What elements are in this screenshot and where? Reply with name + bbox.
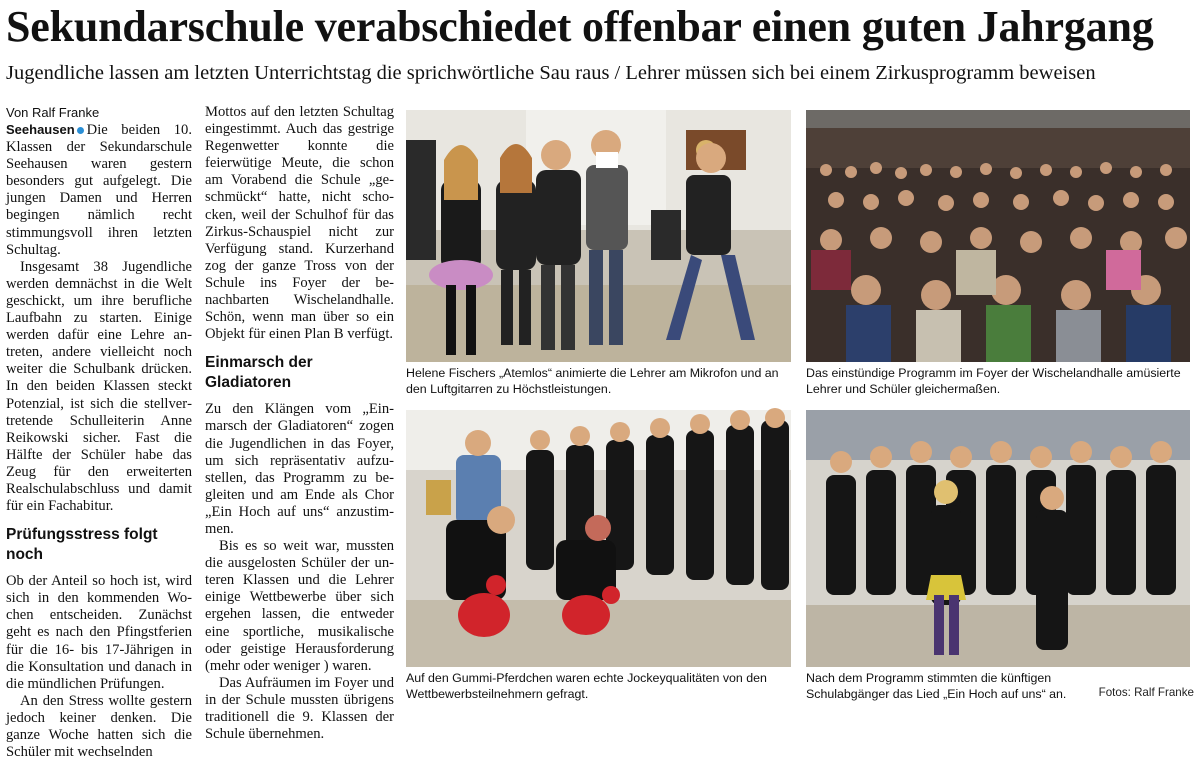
section-subtitle: Einmarsch der Gladiatoren	[205, 354, 313, 392]
headline: Sekundarschule verabschiedet offenbar einen guten Jahrgang	[6, 2, 1154, 51]
subheadline: Jugendliche lassen am letzten Unterrichtstag die sprichwörtliche Sau raus / Lehrer müssen sich bei einem Zirkusprogramm beweisen	[6, 62, 1096, 84]
paragraph: Mottos auf den letzten Schultag eingestimmt. Auch das gestrige Regenwetter konnte die feierwütige Meute, die schon am Vorabend die Schule „geschmückt“ hatte, nicht schocken, weil der Schulhof für das Zirkus-Schauspiel nicht zur Verfügung stand. Kurzerhand zog der ganze Tross von der Schule ins Foyer der benachbarten Wischelandhalle. Schön, wenn man über so ein Objekt für einen Plan B verfügt.	[205, 104, 394, 343]
photo-credit: Fotos: Ralf Franke	[1098, 686, 1194, 699]
photo-choir	[806, 410, 1190, 667]
paragraph	[6, 121, 192, 259]
text-column-2	[205, 104, 394, 743]
photo-teachers-performing	[406, 110, 791, 362]
dateline: Seehausen	[6, 122, 75, 137]
photo-caption: Auf den Gummi-Pferdchen waren echte Jockeyqualitäten von den Wettbewerbsteilnehmern gefragt.	[406, 671, 767, 701]
dateline-dot-icon	[77, 127, 84, 134]
section-subtitle: Prüfungsstress folgt noch	[6, 526, 158, 564]
paragraph-text: Die beiden 10. Klassen der Sekundarschule Seehausen waren gestern besonders gut aufgelegt. Die jungen Damen und Herren begingen nämlich recht stimmungsvoll ihren letzten Schultag.	[6, 122, 192, 258]
paragraph: Bis es so weit war, mussten die ausgelosten Schüler der unteren Klassen und die Lehrer einige Wettbewerbe über sich ergehen lassen, die entweder eine sportliche, musikalische oder geistige Herausforderung (mehr oder weniger ) waren.	[205, 538, 394, 674]
text-column-1	[6, 104, 192, 761]
photo-audience	[806, 110, 1190, 362]
photo-caption: Nach dem Programm stimmten die künftigen Schulabgänger das Lied „Ein Hoch auf uns“ an.	[806, 671, 1067, 701]
photo-caption: Helene Fischers „Atemlos“ animierte die Lehrer am Mikrofon und an den Luftgitarren zu Höchstleistungen.	[406, 366, 779, 396]
author-byline: Von Ralf Franke	[6, 105, 100, 120]
paragraph: Das Aufräumen im Foyer und in der Schule mussten übrigens traditionell die 9. Klassen der Schule übernehmen.	[205, 674, 394, 743]
photo-caption: Das einstündige Programm im Foyer der Wischelandhalle amüsierte Lehrer und Schüler gleichermaßen.	[806, 366, 1181, 396]
paragraph: Insgesamt 38 Jugendliche werden demnächst in die Welt geschickt, um ihre berufliche Laufbahn zu starten. Einige werden dafür eine Lehre antreten, andere vielleicht noch weiter die Schulbank drücken. In den beiden Klassen steckt Potenzial, ist sich die stellvertretende Schulleiterin Anne Reikowski sicher. Fast die Hälfte der Schüler habe das Zeug für den erweiterten Realschulabschluss und damit für ein Fachabitur.	[6, 258, 192, 515]
photo-rubber-horses	[406, 410, 791, 667]
paragraph: An den Stress wollte gestern jedoch keiner denken. Die ganze Woche hatten sich die Schüler mit wechselnden	[6, 692, 192, 761]
paragraph: Ob der Anteil so hoch ist, wird sich in den kommenden Wochen entscheiden. Zunächst geht es nach den Pfingstferien für die 16- bis 17-Jährigen in die Konsultation und danach in die mündlichen Prüfungen.	[6, 573, 192, 692]
paragraph: Zu den Klängen vom „Einmarsch der Gladiatoren“ zogen die Jugendlichen in das Foyer, um sich repräsentativ aufzustellen, das Programm zu begleiten und am Ende als Chor „Ein Hoch auf uns“ anzustimmen.	[205, 401, 394, 537]
